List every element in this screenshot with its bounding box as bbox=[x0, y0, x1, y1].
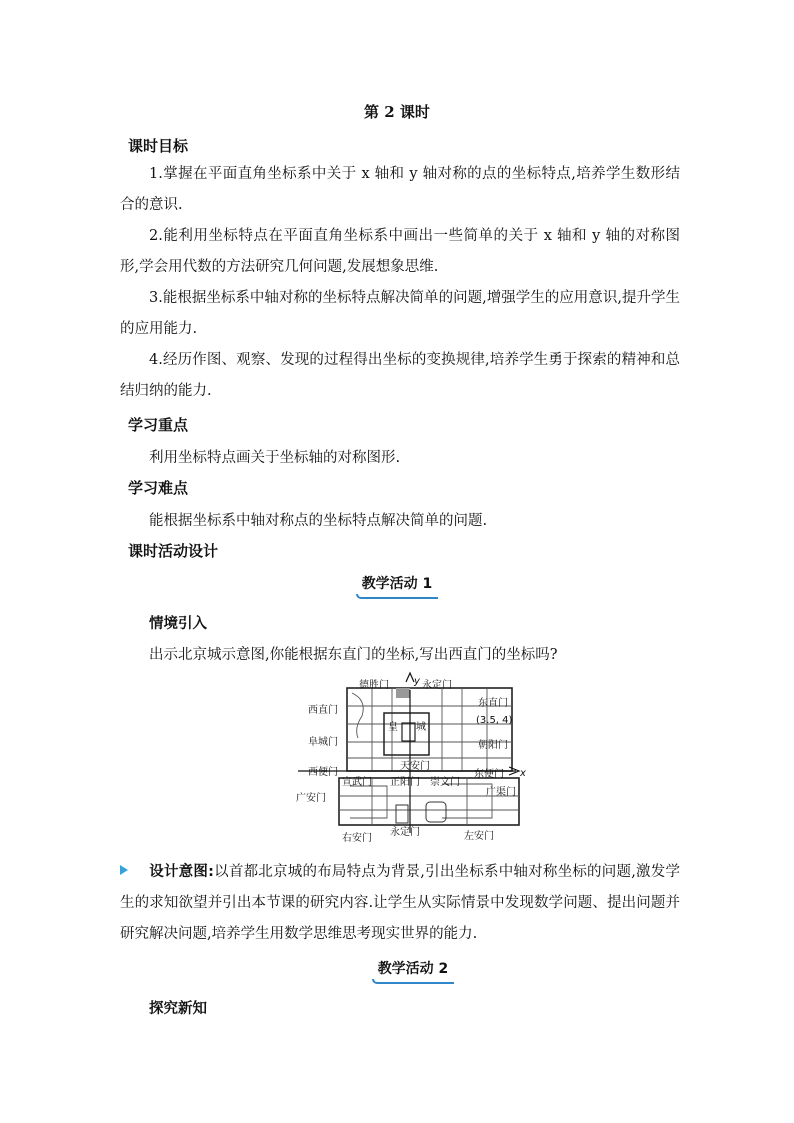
gate-youanmen: 右安门 bbox=[342, 833, 372, 844]
gate-zhengyangmen: 正阳门 bbox=[390, 777, 420, 788]
activity-1-label: 教学活动 1 bbox=[361, 576, 433, 592]
gate-chaoyangmen: 朝阳门 bbox=[478, 740, 508, 751]
activity-1-question: 出示北京城示意图,你能根据东直门的坐标,写出西直门的坐标吗? bbox=[149, 647, 558, 663]
difficulty-text: 能根据坐标系中轴对称点的坐标特点解决简单的问题. bbox=[149, 513, 488, 529]
gate-dongbianmen: 东便门 bbox=[474, 769, 504, 780]
gate-deshengmen: 德胜门 bbox=[359, 680, 389, 691]
gate-fuchengmen: 阜城门 bbox=[308, 737, 338, 748]
gate-xuanwumen: 宣武门 bbox=[342, 777, 372, 788]
focus-heading: 学习重点 bbox=[128, 416, 189, 434]
objective-item-1: 1.掌握在平面直角坐标系中关于 x 轴和 y 轴对称的点的坐标特点,培养学生数形结合的意识. bbox=[120, 166, 680, 213]
map-axis-y-label: y bbox=[414, 676, 420, 687]
focus-text: 利用坐标特点画关于坐标轴的对称图形. bbox=[149, 450, 401, 466]
activity-1-intent: 设计意图:以首都北京城的布局特点为背景,引出坐标系中轴对称坐标的问题,激发学生的求知欲望并引出本节课的研究内容.让学生从实际情景中发现数学问题、提出问题并研究解决问题,培养学生用数学思维思考现实世界的能力. bbox=[120, 864, 680, 942]
gate-chongwenmen: 崇文门 bbox=[430, 777, 460, 788]
gate-yongdingmen-bottom: 永定门 bbox=[390, 827, 420, 838]
gate-xibianmen: 西便门 bbox=[308, 767, 338, 778]
activity-1-underline bbox=[356, 594, 438, 599]
gate-dongzhimen-coord: (3.5, 4) bbox=[476, 715, 513, 726]
gate-dongzhimen: 东直门 bbox=[478, 698, 508, 709]
beijing-map bbox=[292, 668, 528, 848]
objectives-heading: 课时目标 bbox=[128, 137, 189, 155]
activity-1-sub: 情境引入 bbox=[149, 616, 207, 632]
objective-item-2: 2.能利用坐标特点在平面直角坐标系中画出一些简单的关于 x 轴和 y 轴的对称图形,学会用代数的方法研究几何问题,发展想象思维. bbox=[120, 228, 680, 275]
objective-item-3: 3.能根据坐标系中轴对称的坐标特点解决简单的问题,增强学生的应用意识,提升学生的应用能力. bbox=[120, 290, 680, 337]
activity-1-badge bbox=[356, 573, 438, 593]
difficulty-heading: 学习难点 bbox=[128, 479, 189, 497]
gate-guangqumen: 广渠门 bbox=[486, 787, 516, 798]
map-tiananmen-label: 天安门 bbox=[400, 761, 430, 772]
gate-guanganmen: 广安门 bbox=[296, 793, 326, 804]
gate-yongdingmen-top: 永定门 bbox=[422, 680, 452, 691]
gate-zuoanmen: 左安门 bbox=[464, 831, 494, 842]
design-heading: 课时活动设计 bbox=[128, 542, 219, 560]
activity-2-badge bbox=[372, 958, 454, 978]
activity-2-label: 教学活动 2 bbox=[377, 961, 449, 977]
activity-2-underline bbox=[372, 979, 454, 984]
palace-char-2: 城 bbox=[416, 722, 426, 733]
gate-xizhimen: 西直门 bbox=[308, 705, 338, 716]
play-triangle-icon bbox=[120, 865, 128, 875]
objective-item-4: 4.经历作图、观察、发现的过程得出坐标的变换规律,培养学生勇于探索的精神和总结归纳的能力. bbox=[120, 352, 680, 399]
activity-2-sub: 探究新知 bbox=[149, 1001, 207, 1017]
lesson-title: 第 2 课时 bbox=[364, 103, 430, 121]
palace-char-1: 皇 bbox=[388, 722, 398, 733]
map-axis-x-label: x bbox=[520, 768, 526, 779]
